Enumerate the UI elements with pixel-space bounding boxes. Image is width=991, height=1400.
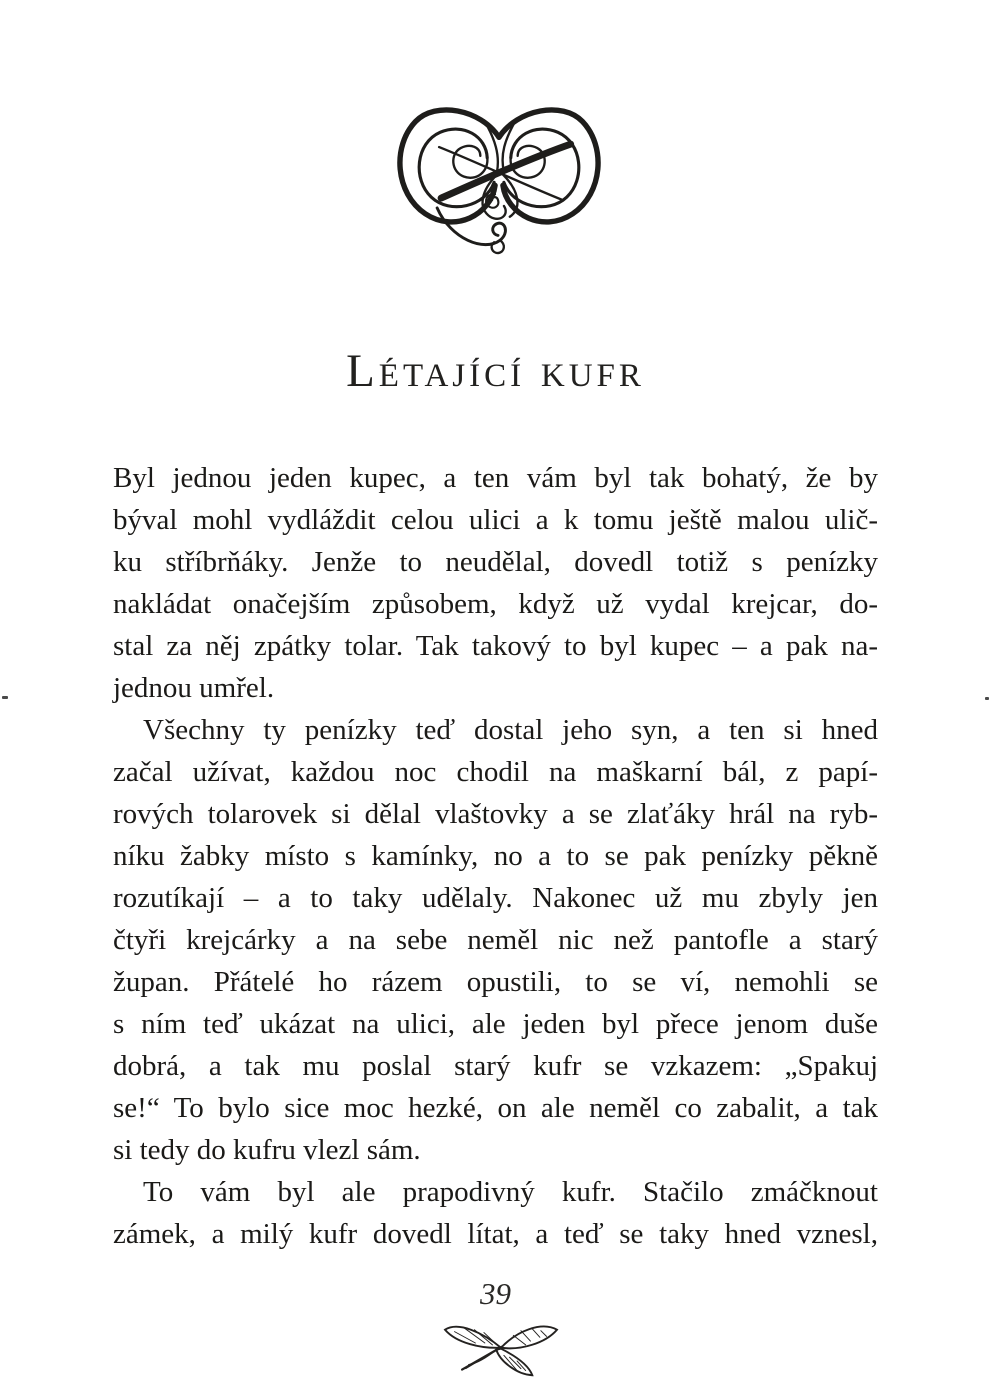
text-line: To vám byl ale prapodivný kufr. Stačilo zmáčknout bbox=[143, 1176, 878, 1208]
text-line: Všechny ty penízky teď dostal jeho syn, a ten si hned bbox=[143, 714, 878, 746]
text-line: stal za něj zpátky tolar. Tak takový to byl kupec – a pak na- bbox=[113, 630, 878, 662]
text-line: jednou umřel. bbox=[113, 672, 275, 704]
text-line: nakládat onačejším způsobem, když už vydal krejcar, do- bbox=[113, 588, 878, 620]
text-line: Byl jednou jeden kupec, a ten vám byl tak bohatý, že by bbox=[113, 462, 878, 494]
text-line: rových tolarovek si dělal vlaštovky a se zlaťáky hrál na ryb- bbox=[113, 798, 878, 830]
text-line: dobrá, a tak mu poslal starý kufr se vzkazem: „Spakuj bbox=[113, 1050, 878, 1082]
text-line: čtyři krejcárky a na sebe neměl nic než pantofle a starý bbox=[113, 924, 878, 956]
text-line: se!“ To bylo sice moc hezké, on ale neměl co zabalit, a tak bbox=[113, 1092, 878, 1124]
chapter-title: Létající kufr bbox=[346, 345, 645, 397]
text-line: býval mohl vydláždit celou ulici a k tomu ještě malou ulič- bbox=[113, 504, 878, 536]
text-line: níku žabky místo s kamínky, no a to se pak penízky pěkně bbox=[113, 840, 878, 872]
text-line: zámek, a milý kufr dovedl lítat, a teď se taky hned vznesl, bbox=[113, 1218, 878, 1250]
scan-speck bbox=[2, 696, 8, 699]
text-line: rozutíkají – a to taky udělaly. Nakonec už mu zbyly jen bbox=[113, 882, 878, 914]
text-line: začal užívat, každou noc chodil na maškarní bál, z papí- bbox=[113, 756, 878, 788]
butterfly-engraving-icon bbox=[430, 1306, 572, 1380]
calligraphic-flourish-icon bbox=[386, 96, 612, 258]
text-line: ku stříbrňáky. Jenže to neudělal, dovedl totiž s penízky bbox=[113, 546, 878, 578]
text-line: župan. Přátelé ho rázem opustili, to se ví, nemohli se bbox=[113, 966, 878, 998]
body-text bbox=[113, 457, 878, 1255]
text-line: si tedy do kufru vlezl sám. bbox=[113, 1134, 421, 1166]
text-line: s ním teď ukázat na ulici, ale jeden byl přece jenom duše bbox=[113, 1008, 878, 1040]
page-number: 39 bbox=[480, 1276, 511, 1311]
scan-speck bbox=[985, 697, 989, 700]
